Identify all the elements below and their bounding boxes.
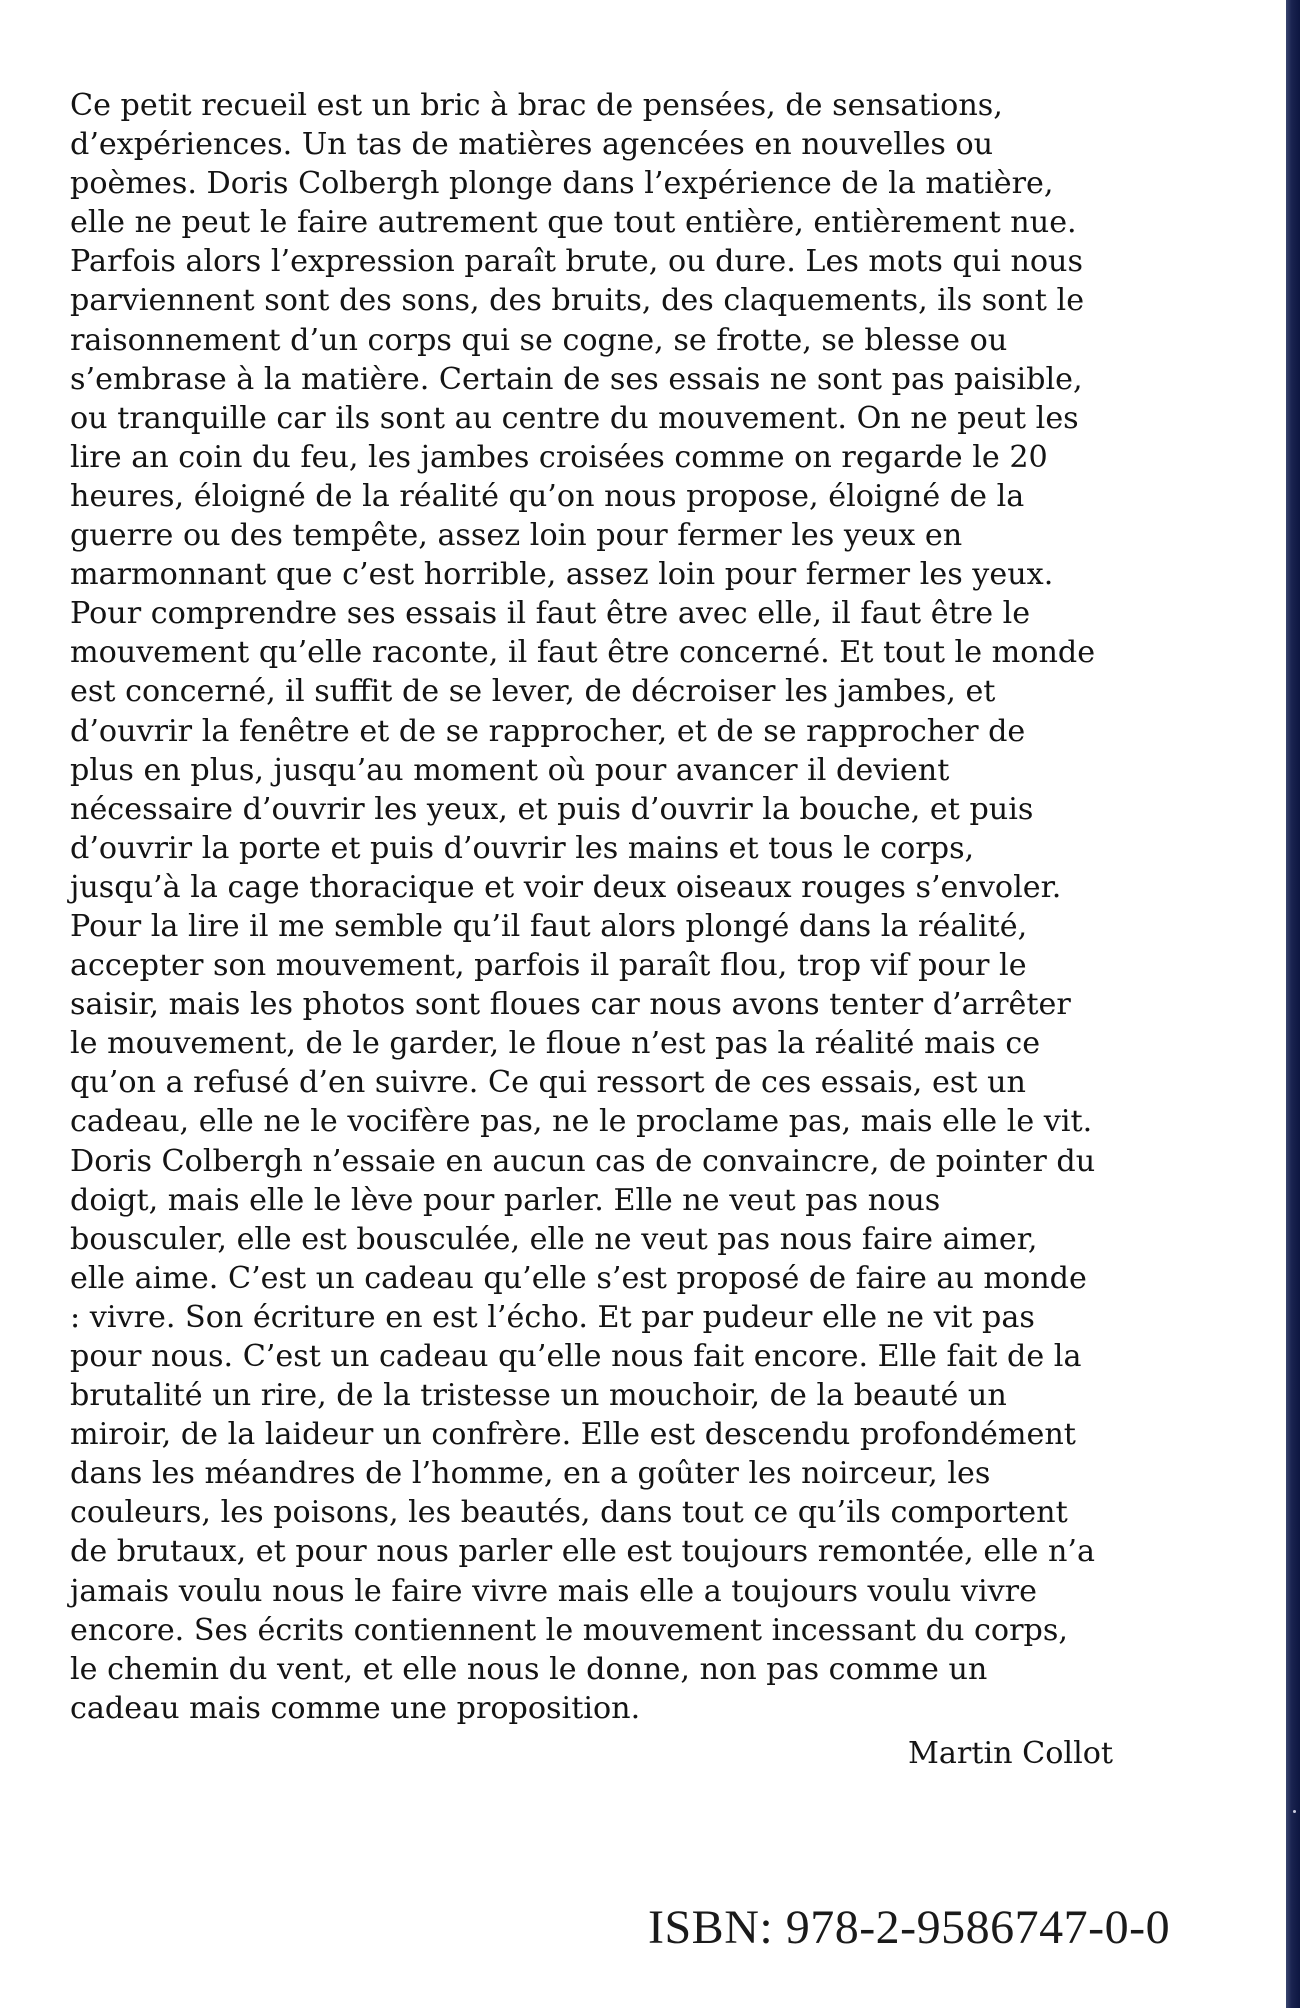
text-line: d’ouvrir la porte et puis d’ouvrir les mains et tous le corps, <box>70 830 975 866</box>
text-line: Parfois alors l’expression paraît brute, ou dure. Les mots qui nous <box>70 244 1083 280</box>
text-line: accepter son mouvement, parfois il paraît flou, trop vif pour le <box>70 948 1027 984</box>
text-line: de brutaux, et pour nous parler elle est toujours remontée, elle n’a <box>70 1534 1095 1570</box>
text-line: parviennent sont des sons, des bruits, des claquements, ils sont le <box>70 283 1085 319</box>
text-line: bousculer, elle est bousculée, elle ne veut pas nous faire aimer, <box>70 1221 1038 1257</box>
text-line: saisir, mais les photos sont floues car nous avons tenter d’arrêter <box>70 987 1071 1023</box>
isbn-number: ISBN: 978-2-9586747-0-0 <box>648 1901 1171 1954</box>
text-line: s’embrase à la matière. Certain de ses essais ne sont pas paisible, <box>70 361 1083 397</box>
text-line: jamais voulu nous le faire vivre mais elle a toujours voulu vivre <box>70 1573 1037 1609</box>
text-line: guerre ou des tempête, assez loin pour fermer les yeux en <box>70 518 963 554</box>
text-line: marmonnant que c’est horrible, assez loin pour fermer les yeux. <box>70 557 1054 593</box>
text-line: jusqu’à la cage thoracique et voir deux oiseaux rouges s’envoler. <box>70 869 1062 905</box>
text-line: raisonnement d’un corps qui se cogne, se frotte, se blesse ou <box>70 322 1008 358</box>
text-line: est concerné, il suffit de se lever, de décroiser les jambes, et <box>70 674 996 710</box>
text-line: poèmes. Doris Colbergh plonge dans l’expérience de la matière, <box>70 166 1054 202</box>
text-line: heures, éloigné de la réalité qu’on nous propose, éloigné de la <box>70 478 1025 514</box>
text-line: lire an coin du feu, les jambes croisées comme on regarde le 20 <box>70 439 1048 475</box>
text-line: Doris Colbergh n’essaie en aucun cas de convaincre, de pointer du <box>70 1143 1096 1179</box>
text-line: encore. Ses écrits contiennent le mouvement incessant du corps, <box>70 1612 1068 1648</box>
text-line: pour nous. C’est un cadeau qu’elle nous fait encore. Elle fait de la <box>70 1339 1082 1374</box>
text-line: cadeau mais comme une proposition. <box>70 1690 641 1726</box>
text-line: cadeau, elle ne le vocifère pas, ne le proclame pas, mais elle le vit. <box>70 1104 1093 1140</box>
text-line: mouvement qu’elle raconte, il faut être concerné. Et tout le monde <box>70 635 1096 671</box>
book-spine-edge <box>1286 0 1300 2008</box>
text-line: elle aime. C’est un cadeau qu’elle s’est proposé de faire au monde <box>70 1260 1087 1296</box>
text-line: Ce petit recueil est un bric à brac de pensées, de sensations, <box>70 88 1003 123</box>
text-line: : vivre. Son écriture en est l’écho. Et par pudeur elle ne vit pas <box>70 1299 1035 1335</box>
cover-blurb <box>70 86 1200 1728</box>
text-line: dans les méandres de l’homme, en a goûter les noirceur, les <box>70 1456 991 1492</box>
text-line: plus en plus, jusqu’au moment où pour avancer il devient <box>70 752 950 788</box>
text-line: qu’on a refusé d’en suivre. Ce qui ressort de ces essais, est un <box>70 1065 1026 1101</box>
text-line: couleurs, les poisons, les beautés, dans tout ce qu’ils comportent <box>70 1495 1068 1531</box>
text-line: miroir, de la laideur un confrère. Elle est descendu profondément <box>70 1417 1076 1453</box>
text-line: Pour la lire il me semble qu’il faut alors plongé dans la réalité, <box>70 908 1028 944</box>
text-line: ou tranquille car ils sont au centre du mouvement. On ne peut les <box>70 400 1079 436</box>
text-line: d’expériences. Un tas de matières agencées en nouvelles ou <box>70 127 994 163</box>
text-line: le mouvement, de le garder, le floue n’est pas la réalité mais ce <box>70 1026 1041 1062</box>
text-line: elle ne peut le faire autrement que tout entière, entièrement nue. <box>70 205 1077 241</box>
text-line: d’ouvrir la fenêtre et de se rapprocher, et de se rapprocher de <box>70 713 1026 749</box>
text-line: brutalité un rire, de la tristesse un mouchoir, de la beauté un <box>70 1378 1007 1414</box>
text-line: le chemin du vent, et elle nous le donne, non pas comme un <box>70 1651 988 1687</box>
author-signature: Martin Collot <box>908 1736 1114 1771</box>
spine-dot <box>1293 1810 1296 1813</box>
text-line: doigt, mais elle le lève pour parler. Elle ne veut pas nous <box>70 1182 941 1218</box>
text-line: nécessaire d’ouvrir les yeux, et puis d’ouvrir la bouche, et puis <box>70 791 1034 827</box>
text-line: Pour comprendre ses essais il faut être avec elle, il faut être le <box>70 596 1031 632</box>
